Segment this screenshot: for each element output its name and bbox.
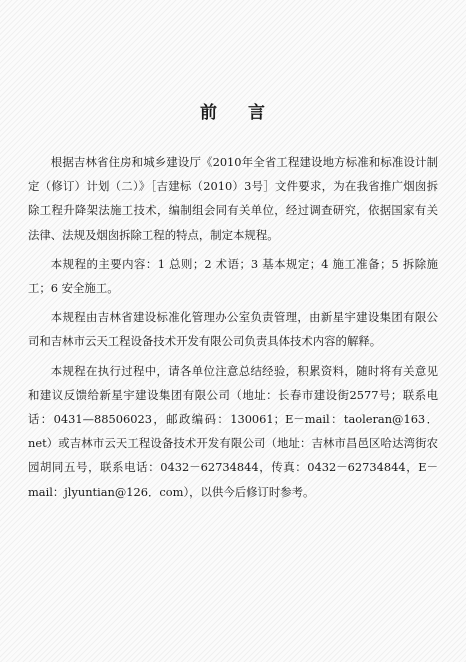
paragraph-management: 本规程由吉林省建设标准化管理办公室负责管理，由新星宇建设集团有限公司和吉林市云天工程设备技术开发有限公司负责具体技术内容的解释。 xyxy=(28,310,438,349)
paragraph-feedback: 本规程在执行过程中，请各单位注意总结经验，积累资料，随时将有关意见和建议反馈给新星宇建设集团有限公司（地址：长春市建设街2577号；联系电话：0431—88506023，邮政编码：130061；E－mail：taoleran@163．net）或吉林市云天工程设备技术开发有限公司（地址：吉林市昌邑区哈达湾街农园胡同五号，联系电话：0432－62734844，传真：0432－62734844，E－mail：jlyuntian@126．com），以供今后修订时参考。 xyxy=(28,363,438,499)
paragraph-contents: 本规程的主要内容：1 总则；2 术语；3 基本规定；4 施工准备；5 拆除施工；6 安全施工。 xyxy=(28,256,438,296)
title-char-2: 言 xyxy=(248,103,266,123)
page-title xyxy=(0,98,466,123)
title-char-1: 前 xyxy=(200,103,218,123)
preface-body xyxy=(28,150,438,509)
paragraph-background: 根据吉林省住房和城乡建设厅《2010年全省工程建设地方标准和标准设计制定（修订）计划（二）》［吉建标（2010）3号］文件要求，为在我省推广烟囱拆除工程升降架法施工技术，编制组会同有关单位，经过调查研究，依据国家有关法律、法规及烟囱拆除工程的特点，制定本规程。 xyxy=(28,155,438,242)
